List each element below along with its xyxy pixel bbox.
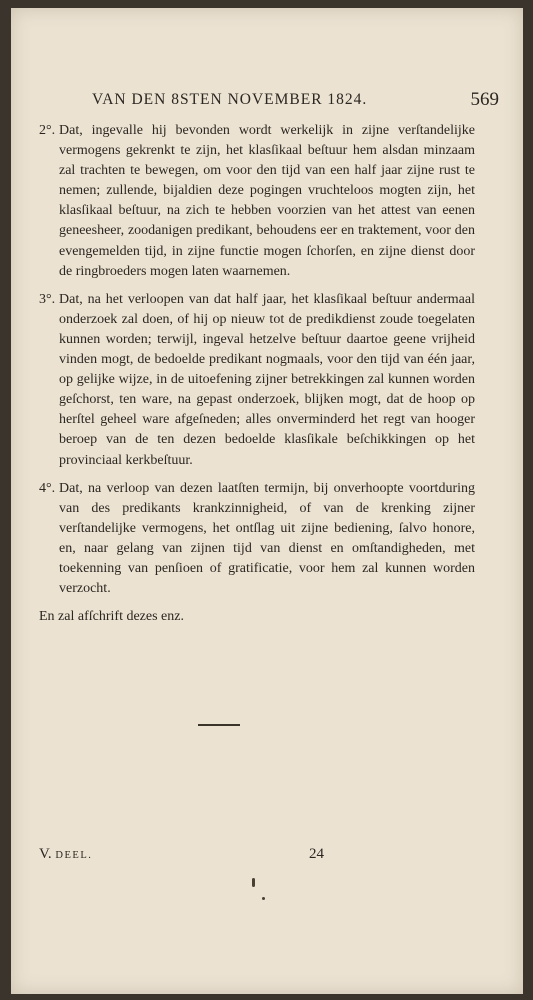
- list-item: [39, 290, 475, 471]
- item-text: Dat, na verloop van dezen laatſten termijn, bij onverhoopte voortduring van des predikants krankzinnigheid, of van de krenking zijner verſtandelijke vermogens, het ontſlag uit zijne bediening, ſalvo honore, en, naar gelang van zijnen tijd van dienst en omſtandigheden, met toekenning van penſioen of gratificatie, voor hem zal kunnen worden verzocht.: [59, 480, 475, 597]
- item-text: Dat, ingevalle hij bevonden wordt werkelijk in zijne verſtandelijke vermogens gekrenkt te zijn, het klasſikaal beſtuur hem alsdan minzaam zal trachten te bewegen, om voor den tijd van een half jaar zijne rust te nemen; zullende, bijaldien deze pogingen vruchteloos mogten zijn, het klasſikaal beſtuur, na zich te hebben voorzien van het attest van eenen geneesheer, zoodanigen predikant, behoudens eer en traktement, voor den evengemelden tijd, in zijne functie mogen ſchorſen, en zijne dienst door de ringbroeders mogen laten waarnemen.: [59, 123, 475, 279]
- item-text: Dat, na het verloopen van dat half jaar, het klasſikaal beſtuur andermaal onderzoek zal doen, of hij op nieuw tot de predikdienst zoude toegelaten kunnen worden; terwijl, ingeval hetzelve beſtuur daartoe geene vrijheid vinden mogt, de bedoelde predikant nogmaals, voor den tijd van één jaar, op gelijke wijze, in de uitoefening zijner betrekkingen zal kunnen worden geſchorst, ten ware, na gepast onderzoek, blijken mogt, dat de hoop op herſtel geheel ware afgeſneden; alles onverminderd het regt van hooger beroep van de ten dezen bedoelde klasſikale beſchikkingen op het provinciaal kerkbeſtuur.: [59, 291, 475, 468]
- list-item: [39, 479, 475, 600]
- closing-line: En zal afſchrift dezes enz.: [39, 609, 184, 625]
- page-number: 569: [470, 89, 499, 110]
- ink-speck: [262, 897, 265, 900]
- signature-volume: V.: [39, 846, 52, 862]
- running-title: VAN DEN 8STEN NOVEMBER 1824.: [92, 91, 368, 108]
- signature-label: DEEL.: [55, 850, 93, 861]
- item-number: 3°.: [39, 291, 56, 307]
- list-item: [39, 121, 475, 282]
- signature-mark: [39, 846, 92, 863]
- item-number: 4°.: [39, 480, 56, 496]
- page-header: [11, 91, 523, 113]
- section-divider: [198, 724, 240, 726]
- sheet-number: 24: [309, 846, 324, 862]
- item-number: 2°.: [39, 123, 56, 138]
- ink-speck: [252, 878, 255, 887]
- body-text: [39, 121, 475, 627]
- book-page: [11, 8, 523, 994]
